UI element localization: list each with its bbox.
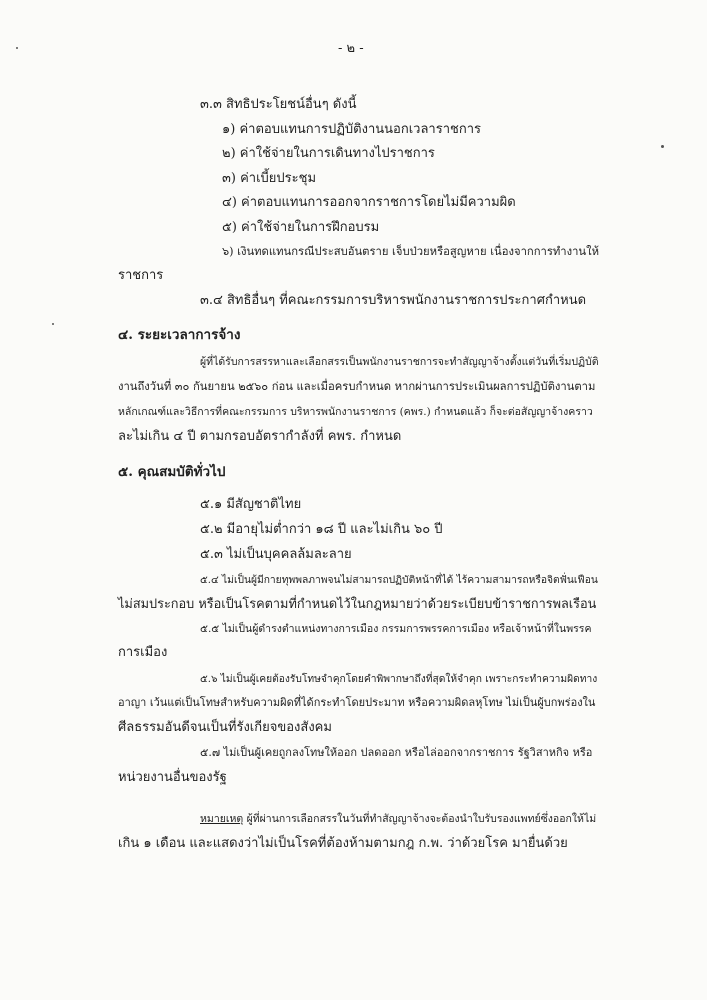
note-text: ผู้ที่ผ่านการเลือกสรรในวันที่ทำสัญญาจ้างจะต้องนำใบรับรองแพทย์ซึ่งออกให้ไม่ (243, 813, 597, 825)
qualification-item: ๕.๔ ไม่เป็นผู้มีกายทุพพลภาพจนไม่สามารถปฏิบัติหน้าที่ได้ ไร้ความสามารถหรือจิตฟั่นเฟือน (200, 574, 598, 586)
note-label: หมายเหตุ (200, 813, 244, 825)
qualification-item: ๕.๒ มีอายุไม่ต่ำกว่า ๑๘ ปี และไม่เกิน ๖๐ ปี (200, 522, 443, 537)
qualification-item-continuation: หน่วยงานอื่นของรัฐ (118, 770, 227, 785)
qualification-item: ๕.๓ ไม่เป็นบุคคลล้มละลาย (200, 547, 352, 562)
qualification-item-continuation: ไม่สมประกอบ หรือเป็นโรคตามที่กำหนดไว้ในกฎหมายว่าด้วยระเบียบข้าราชการพลเรือน (118, 597, 597, 612)
note-line (200, 810, 596, 828)
qualification-item: ๕.๑ มีสัญชาติไทย (200, 497, 302, 512)
employment-period-line: ละไม่เกิน ๔ ปี ตามกรอบอัตรากำลังที่ คพร. กำหนด (118, 429, 402, 444)
benefit-item: ๖) เงินทดแทนกรณีประสบอันตราย เจ็บป่วยหรือสูญหาย เนื่องจากการทำงานให้ (222, 245, 600, 258)
benefit-item: ๒) ค่าใช้จ่ายในการเดินทางไปราชการ (222, 146, 435, 161)
section-heading-qualifications: ๕. คุณสมบัติทั่วไป (118, 464, 226, 480)
section-heading-employment-period: ๔. ระยะเวลาการจ้าง (118, 327, 241, 343)
qualification-item-continuation: การเมือง (118, 645, 168, 660)
benefit-item: ๑) ค่าตอบแทนการปฏิบัติงานนอกเวลาราชการ (222, 122, 481, 137)
employment-period-line: งานถึงวันที่ ๓๐ กันยายน ๒๕๖๐ ก่อน และเมื่อครบกำหนด หากผ่านการประเมินผลการปฏิบัติงานตาม (118, 380, 596, 393)
note-line-continuation: เกิน ๑ เดือน และแสดงว่าไม่เป็นโรคที่ต้องห้ามตามกฎ ก.พ. ว่าด้วยโรค มายื่นด้วย (118, 836, 568, 851)
scan-speck (52, 323, 54, 325)
benefit-item: ๔) ค่าตอบแทนการออกจากราชการโดยไม่มีความผิด (222, 195, 516, 210)
scan-speck (661, 145, 664, 148)
other-rights: ๓.๔ สิทธิอื่นๆ ที่คณะกรรมการบริหารพนักงานราชการประกาศกำหนด (200, 293, 587, 308)
benefit-item: ๕) ค่าใช้จ่ายในการฝึกอบรม (222, 220, 380, 235)
qualification-item: ๕.๕ ไม่เป็นผู้ดำรงตำแหน่งทางการเมือง กรรมการพรรคการเมือง หรือเจ้าหน้าที่ในพรรค (200, 623, 592, 635)
scan-speck (16, 47, 18, 49)
qualification-item: ๕.๗ ไม่เป็นผู้เคยถูกลงโทษให้ออก ปลดออก หรือไล่ออกจากราชการ รัฐวิสาหกิจ หรือ (200, 746, 593, 759)
employment-period-line: หลักเกณฑ์และวิธีการที่คณะกรรมการ บริหารพนักงานราชการ (คพร.) กำหนดแล้ว ก็จะต่อสัญญาจ้างคราว (118, 406, 593, 418)
page-number: - ๒ - (338, 41, 364, 56)
benefit-item: ๓) ค่าเบี้ยประชุม (222, 171, 317, 186)
qualification-item-continuation: อาญา เว้นแต่เป็นโทษสำหรับความผิดที่ได้กระทำโดยประมาท หรือความผิดลหุโทษ ไม่เป็นผู้บกพร่องใน (118, 696, 596, 709)
employment-period-line: ผู้ที่ได้รับการสรรหาและเลือกสรรเป็นพนักงานราชการจะทำสัญญาจ้างตั้งแต่วันที่เริ่มปฏิบัติ (200, 356, 599, 368)
benefits-title: ๓.๓ สิทธิประโยชน์อื่นๆ ดังนี้ (200, 97, 357, 112)
qualification-item-continuation: ศีลธรรมอันดีจนเป็นที่รังเกียจของสังคม (118, 720, 332, 735)
benefit-item-continuation: ราชการ (118, 268, 164, 283)
qualification-item: ๕.๖ ไม่เป็นผู้เคยต้องรับโทษจำคุกโดยคำพิพากษาถึงที่สุดให้จำคุก เพราะกระทำความผิดทาง (200, 673, 598, 685)
